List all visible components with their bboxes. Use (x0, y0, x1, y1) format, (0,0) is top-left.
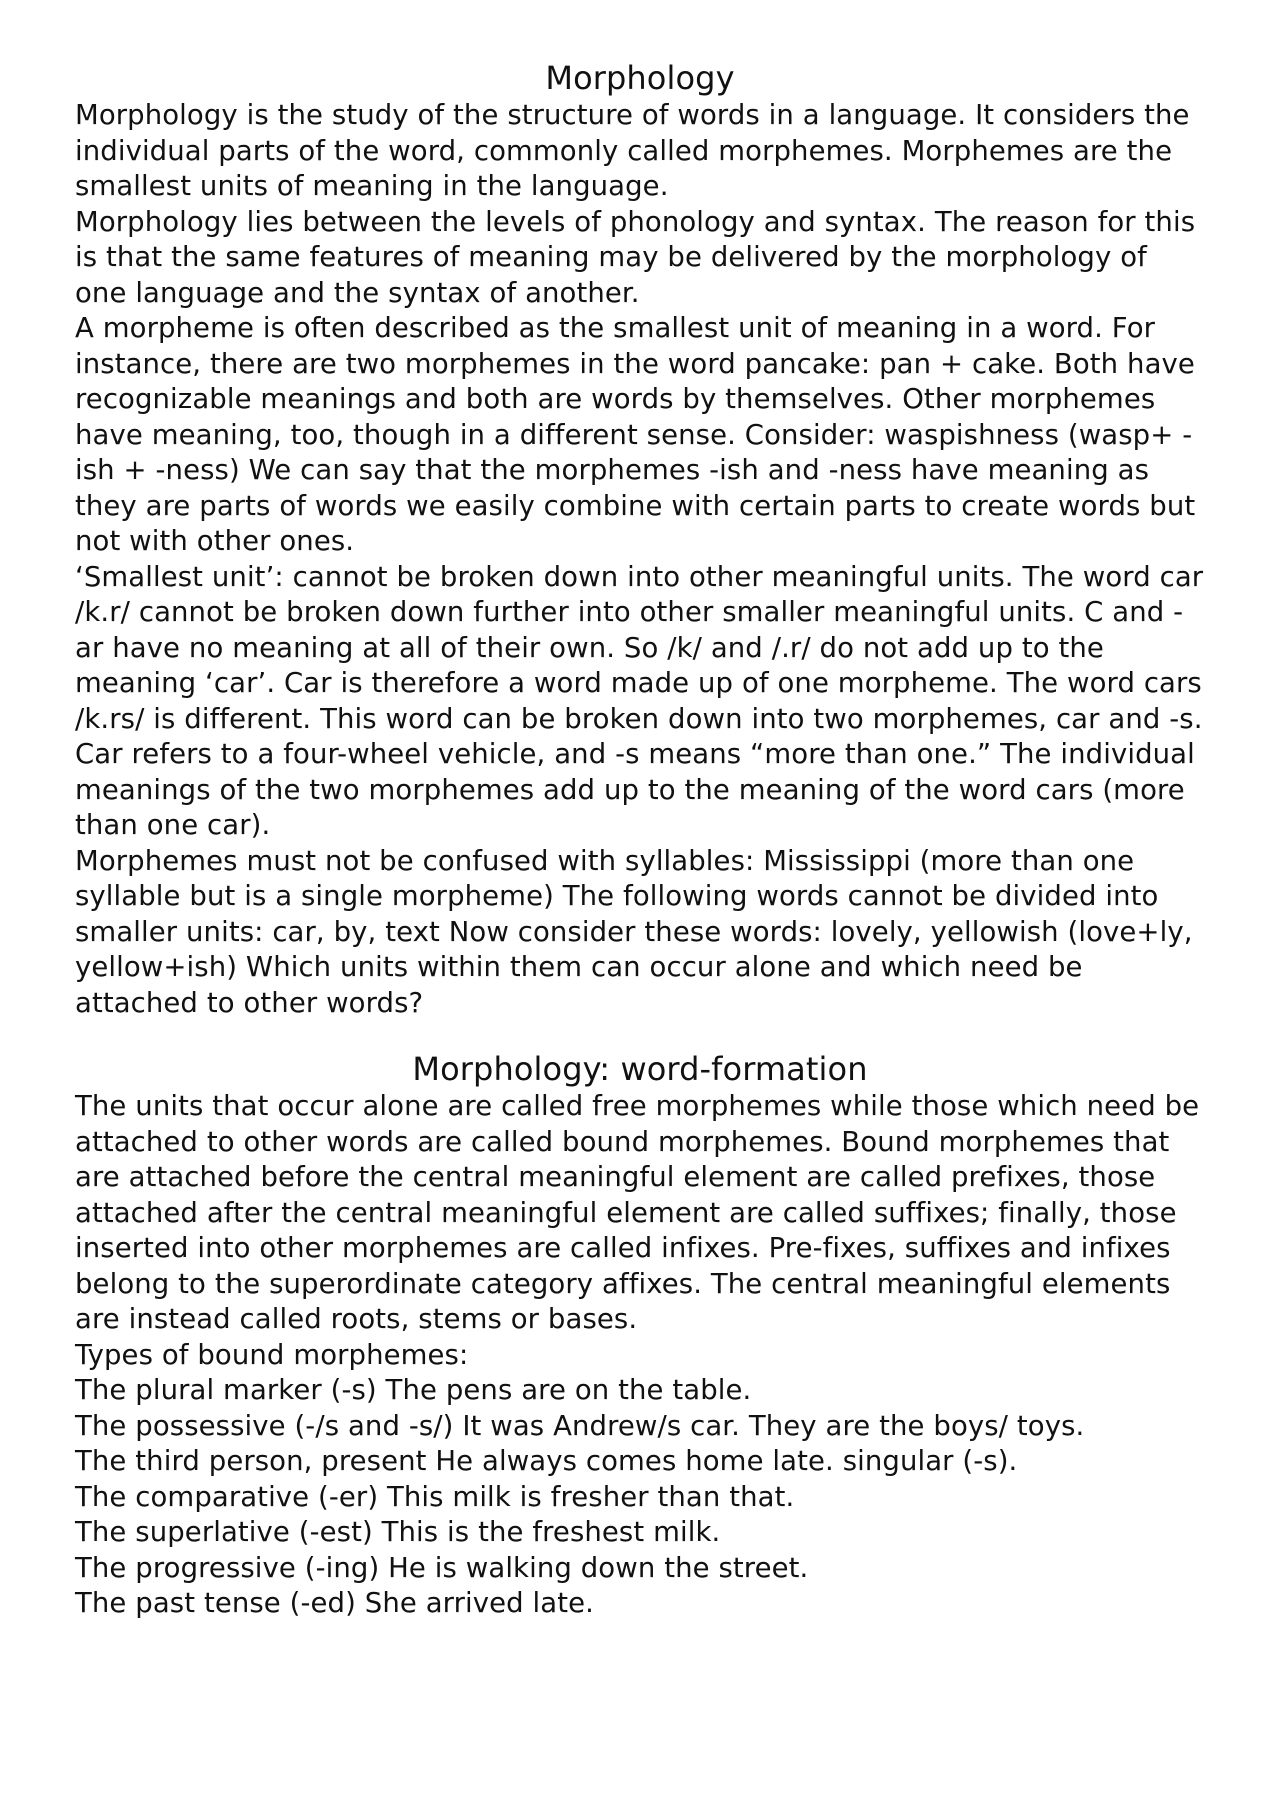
paragraph-3: A morpheme is often described as the smallest unit of meaning in a word. For instance, there are two morphemes in the word pancake: pan + cake. Both have recognizable meanings and both are words by themselves. Other morphemes have meaning, too, though in a different sense. Consider: waspishness (wasp+ -ish + -ness) We can say that the morphemes -ish and -ness have meaning as they are parts of words we easily combine with certain parts to create words but not with other ones. (75, 312, 1196, 557)
list-item-plural: The plural marker (-s) The pens are on the table. (75, 1374, 752, 1406)
section-title-word-formation: Morphology: word-formation (412, 1050, 868, 1088)
paragraph-5: Morphemes must not be confused with syllables: Mississippi (more than one syllable but is a single morpheme) The following words cannot be divided into smaller units: car, by, text Now consider these words: lovely, yellowish (love+ly, yellow+ish) Which units within them can occur alone and which need be attached to other words? (75, 844, 1193, 1019)
list-item-progressive: The progressive (-ing) He is walking down the street. (75, 1551, 809, 1584)
list-item-comparative: The comparative (-er) This milk is fresher than that. (75, 1480, 795, 1513)
paragraph-2: Morphology lies between the levels of phonology and syntax. The reason for this is that the same features of meaning may be delivered by the morphology of one language and the syntax of another. (75, 205, 1196, 309)
section-title-morphology: Morphology (545, 59, 735, 97)
section-spacer (75, 1021, 1205, 1049)
document-page (75, 58, 1205, 1622)
paragraph-word-formation: The units that occur alone are called free morphemes while those which need be attached to other words are called bound morphemes. Bound morphemes that are attached before the central meaningful element are called prefixes, those attached after the central meaningful element are called suffixes; finally, those inserted into other morphemes are called infixes. Pre-fixes, suffixes and infixes belong to the superordinate category affixes. The central meaningful elements are instead called roots, stems or bases. (75, 1090, 1200, 1335)
list-item-possessive: The possessive (-/s and -s/) It was Andrew/s car. They are the boys/ toys. (75, 1409, 1085, 1442)
paragraph-4: ‘Smallest unit’: cannot be broken down into other meaningful units. The word car /k.r/ cannot be broken down further into other smaller meaningful units. C and -ar have no meaning at all of their own. So /k/ and /.r/ do not add up to the meaning ‘car’. Car is therefore a word made up of one morpheme. The word cars /k.rs/ is different. This word can be broken down into two morphemes, car and -s. Car refers to a four-wheel vehicle, and -s means “more than one.” The individual meanings of the two morphemes add up to the meaning of the word cars (more than one car). (75, 560, 1204, 841)
list-item-superlative: The superlative (-est) This is the freshest milk. (75, 1516, 721, 1548)
paragraph-1: Morphology is the study of the structure of words in a language. It considers the individual parts of the word, commonly called morphemes. Morphemes are the smallest units of meaning in the language. (75, 99, 1190, 202)
list-item-third-person: The third person, present He always comes home late. singular (-s). (75, 1445, 1018, 1477)
list-item-past-tense: The past tense (-ed) She arrived late. (75, 1587, 594, 1619)
list-heading: Types of bound morphemes: (75, 1338, 469, 1371)
